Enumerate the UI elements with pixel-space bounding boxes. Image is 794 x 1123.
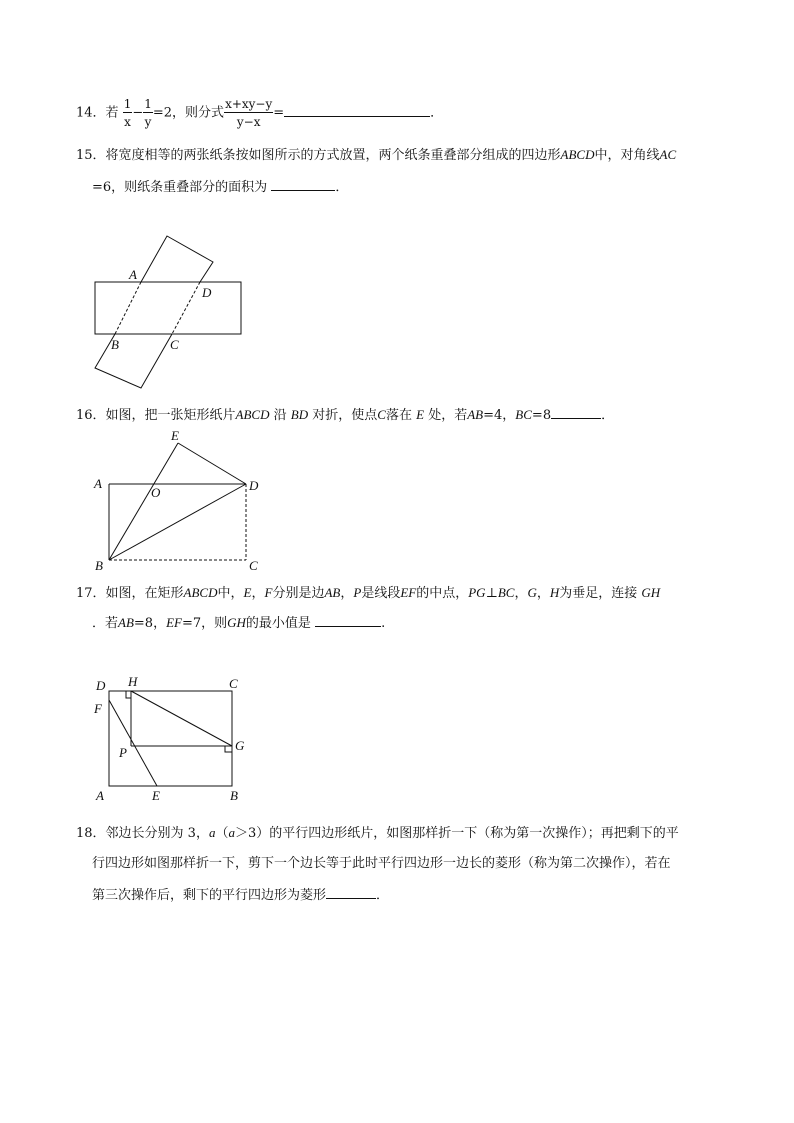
question-15-line-1: 15．将宽度相等的两张纸条按如图所示的方式放置，两个纸条重叠部分组成的四边形ABCD中，对角线AC [76,147,677,163]
label-p: P [119,745,127,760]
answer-blank [551,406,601,419]
label-d: D [96,678,106,693]
question-number: 14． [76,105,106,121]
label-a: A [96,788,104,803]
slanted-strip-lower [95,334,172,388]
question-18-line-2: 行四边形如图那样折一下，剪下一个边长等于此时平行四边形一边长的菱形（称为第二次操作），若在 [92,856,671,871]
rectangle-abcd [109,691,232,786]
segment-gh [131,691,232,746]
label-c: C [249,558,258,573]
label-h: H [128,674,138,689]
segment-ef [109,700,157,786]
label-b: B [95,558,103,573]
label-e: E [171,428,179,443]
answer-blank [315,614,381,627]
label-c: C [170,337,179,352]
label-g: G [235,738,245,753]
label-a: A [129,267,137,282]
fraction-1-over-y: $\frac{1}{y}$ [144,97,152,129]
label-c: C [229,676,238,691]
diagonal-bd [109,484,246,560]
answer-blank [326,886,376,899]
fraction-expression: $\frac{x+xy-y}{y-x}$ [225,97,273,129]
label-f: F [94,701,102,716]
label-b: B [230,788,238,803]
slanted-strip [141,236,213,282]
label-d: D [202,285,212,300]
edge-ed [178,443,246,484]
question-17-line-2: ．若AB=8，EF=7，则GH的最小值是 . [92,615,386,631]
question-15-line-2: =6，则纸条重叠部分的面积为 ． [92,180,349,195]
fraction-1-over-x: $\frac{1}{x}$ [123,97,132,129]
label-o: O [151,485,161,500]
right-angle-g [225,746,232,752]
label-b: B [111,337,119,352]
right-angle-h [126,691,131,698]
question-17-line-1: 17．如图，在矩形ABCD中，E，F分别是边AB，P是线段EF的中点，PG⊥BC，G，H为垂足，连接 GH [76,585,661,601]
label-a: A [94,476,102,491]
question-18-line-3: 第三次操作后，剩下的平行四边形为菱形 ． [92,888,390,903]
label-d: D [249,478,259,493]
edge-be [109,443,178,560]
label-e: E [152,788,160,803]
question-14: 14．若 $\frac{1}{x}$ − $\frac{1}{y}$ =2，则分式 $\frac{x+xy-y}{y-x}$ = ． [76,97,444,129]
question-16: 16．如图，把一张矩形纸片ABCD 沿 BD 对折，使点C落在 E 处，若AB=4，BC=8 ． [76,407,615,423]
question-18-line-1: 18．邻边长分别为 3，a（a＞3）的平行四边形纸片，如图那样折一下（称为第一次操作）；再把剩下的平 [76,825,679,841]
horizontal-strip [95,282,241,334]
dashed-edge-ab [115,282,141,334]
dashed-edge-dc [172,282,200,334]
